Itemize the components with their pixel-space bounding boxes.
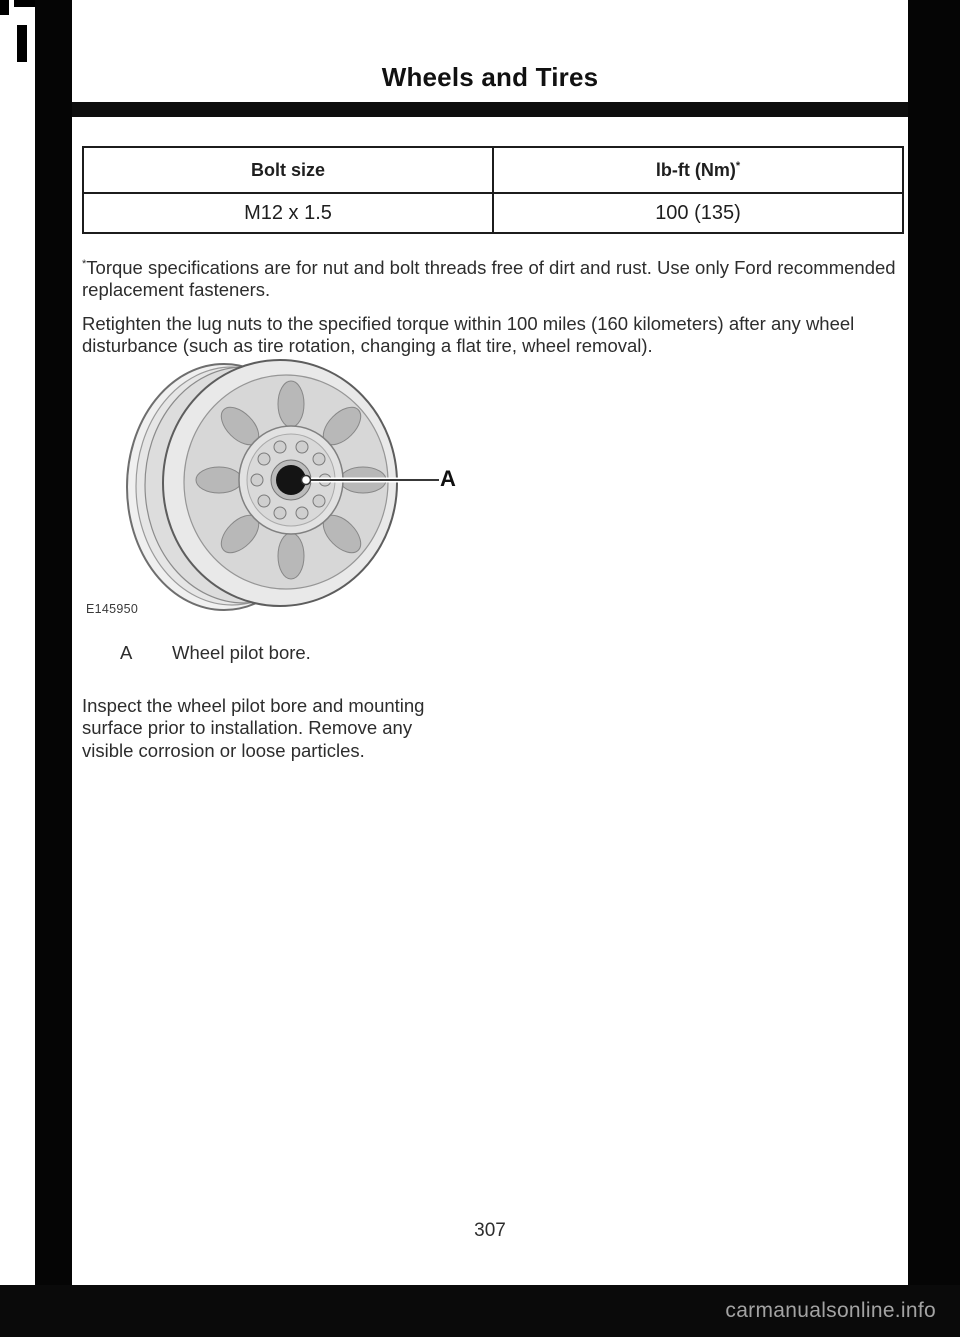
right-black-bar (908, 0, 960, 1285)
table-row (83, 193, 903, 233)
wheel-drawing (94, 356, 454, 614)
footnote-text: Torque specifications are for nut and bolt threads free of dirt and rust. Use only Ford recommended replacement fasteners. (82, 256, 896, 301)
cell-bolt-size: M12 x 1.5 (83, 193, 493, 233)
registration-mark (0, 0, 9, 15)
retighten-paragraph: Retighten the lug nuts to the specified torque within 100 miles (160 kilometers) after any wheel disturbance (such as tire rotation, changing a flat tire, wheel removal). (82, 312, 855, 357)
wheel-illustration (82, 356, 512, 624)
registration-mark (14, 0, 35, 7)
column-header-label: Bolt size (250, 159, 325, 180)
column-header-bolt-size (83, 147, 493, 193)
left-black-bar (35, 0, 72, 1285)
registration-mark (17, 25, 27, 62)
footnote-marker: * (82, 257, 87, 270)
page-number: 307 (474, 1220, 506, 1241)
legend-text: Wheel pilot bore. (172, 642, 311, 663)
inspect-paragraph: Inspect the wheel pilot bore and mounting surface prior to installation. Remove any visible corrosion or loose particles. (82, 694, 425, 761)
figure-legend (82, 642, 311, 664)
page-title: Wheels and Tires (381, 62, 599, 92)
figure-code: E145950 (86, 602, 139, 616)
legend-key: A (120, 642, 133, 663)
header-rule (72, 102, 908, 117)
torque-spec-table (82, 146, 904, 234)
torque-footnote (82, 257, 910, 302)
cell-torque: 100 (135) (493, 193, 903, 233)
table-header-row (83, 147, 903, 193)
callout-label-a: A (440, 466, 456, 491)
manual-page (72, 0, 908, 1285)
watermark-text: carmanualsonline.info (725, 1299, 936, 1322)
column-header-label: lb-ft (Nm) (655, 159, 736, 180)
column-header-torque (493, 147, 903, 193)
footnote-marker: * (735, 159, 741, 172)
bottom-band (0, 1285, 960, 1337)
